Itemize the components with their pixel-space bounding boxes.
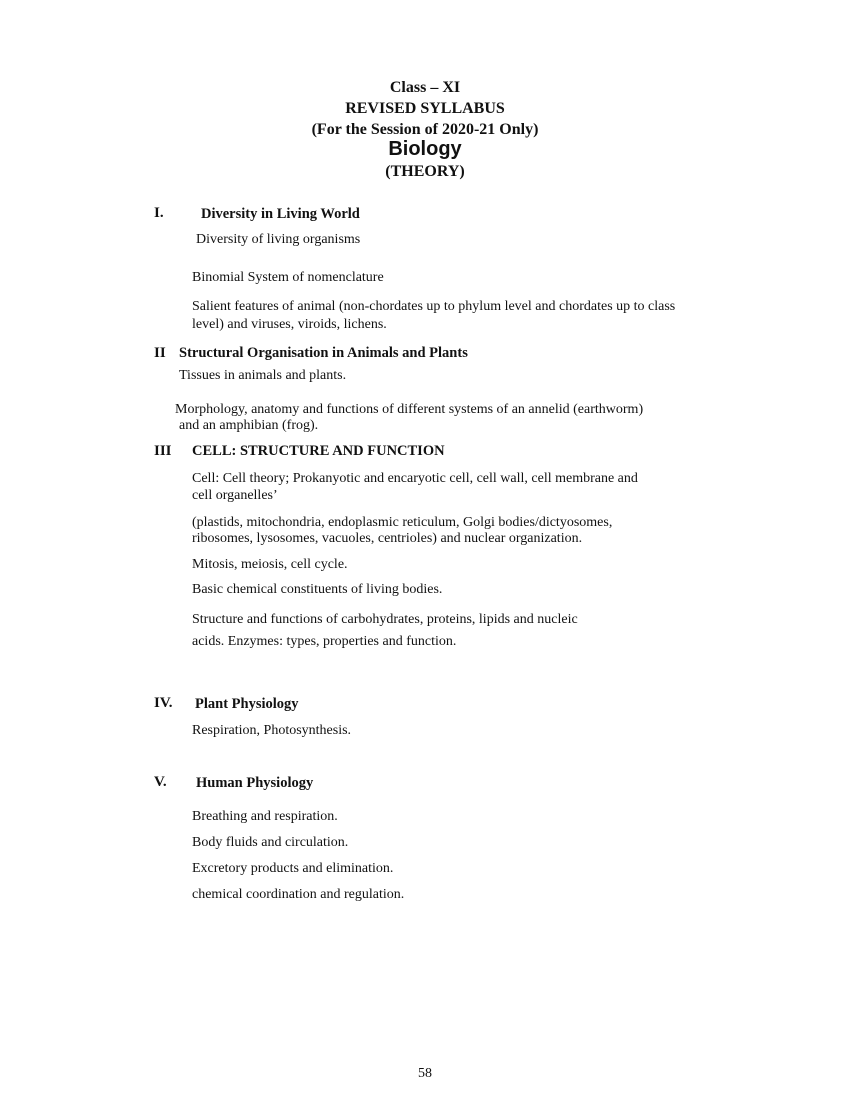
section-item: Tissues in animals and plants. [179, 368, 347, 383]
section-item: Morphology, anatomy and functions of different systems of an annelid (earthworm) [175, 402, 644, 417]
section-item: ribosomes, lysosomes, vacuoles, centrioles) and nuclear organization. [192, 531, 583, 546]
section-item: (plastids, mitochondria, endoplasmic reticulum, Golgi bodies/dictyosomes, [192, 515, 613, 530]
section-title: Diversity in Living World [201, 206, 360, 222]
section-item: Respiration, Photosynthesis. [192, 723, 352, 738]
section-number: II [154, 345, 166, 361]
section-item: Diversity of living organisms [196, 232, 361, 247]
session-heading: (For the Session of 2020-21 Only) [311, 121, 539, 138]
section-number: III [154, 443, 172, 459]
section-item: Body fluids and circulation. [192, 835, 349, 850]
section-item: cell organelles’ [192, 488, 278, 503]
section-title: Plant Physiology [195, 696, 299, 712]
section-item: and an amphibian (frog). [179, 418, 319, 433]
section-item: Basic chemical constituents of living bodies. [192, 582, 443, 597]
section-number: IV. [154, 695, 173, 711]
theory-heading: (THEORY) [385, 163, 465, 180]
section-item: Excretory products and elimination. [192, 861, 394, 876]
section-title: CELL: STRUCTURE AND FUNCTION [192, 443, 445, 459]
section-item: Mitosis, meiosis, cell cycle. [192, 557, 348, 572]
section-title: Human Physiology [196, 775, 314, 791]
class-heading: Class – XI [389, 79, 461, 96]
section-item: level) and viruses, viroids, lichens. [192, 317, 387, 332]
syllabus-heading: REVISED SYLLABUS [345, 100, 505, 117]
section-item: Binomial System of nomenclature [192, 270, 384, 285]
section-item: Salient features of animal (non-chordates up to phylum level and chordates up to class [192, 299, 676, 314]
section-item: Breathing and respiration. [192, 809, 338, 824]
section-item: Cell: Cell theory; Prokanyotic and encaryotic cell, cell wall, cell membrane and [192, 471, 638, 486]
subject-heading: Biology [388, 138, 462, 160]
section-item: chemical coordination and regulation. [192, 887, 405, 902]
section-title: Structural Organisation in Animals and Plants [179, 345, 468, 361]
section-item: Structure and functions of carbohydrates, proteins, lipids and nucleic [192, 612, 578, 627]
section-item: acids. Enzymes: types, properties and function. [192, 634, 457, 649]
section-number: I. [154, 205, 164, 221]
section-number: V. [154, 774, 167, 790]
page-number: 58 [418, 1066, 432, 1081]
